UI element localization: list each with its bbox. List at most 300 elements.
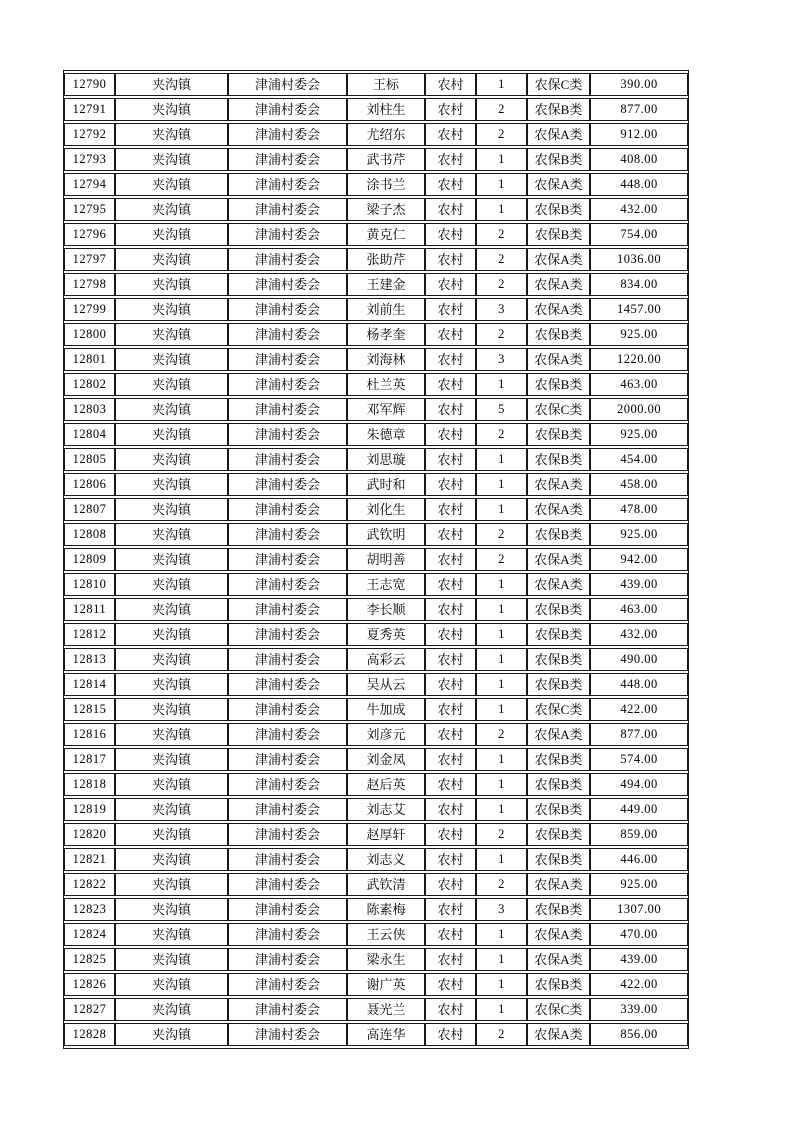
table-cell: 12807 [64,498,115,521]
table-cell: 王志宽 [347,573,425,596]
table-cell: 农保A类 [527,498,590,521]
table-cell: 梁永生 [347,948,425,971]
table-cell: 754.00 [590,223,688,246]
table-cell: 夹沟镇 [115,298,228,321]
table-cell: 农村 [425,373,476,396]
table-cell: 1 [476,773,527,796]
table-row [64,398,688,421]
table-cell: 李长顺 [347,598,425,621]
table-row [64,123,688,146]
table-cell: 2 [476,523,527,546]
table-cell: 黄克仁 [347,223,425,246]
table-cell: 农村 [425,248,476,271]
table-cell: 农保B类 [527,673,590,696]
table-cell: 赵厚轩 [347,823,425,846]
table-cell: 津浦村委会 [228,348,347,371]
table-row [64,523,688,546]
table-cell: 津浦村委会 [228,1023,347,1046]
table-cell: 农村 [425,498,476,521]
table-cell: 12809 [64,548,115,571]
table-row [64,823,688,846]
table-row [64,948,688,971]
table-cell: 农保A类 [527,173,590,196]
table-cell: 夹沟镇 [115,123,228,146]
table-cell: 夹沟镇 [115,623,228,646]
table-cell: 杨孝奎 [347,323,425,346]
table-cell: 涂书兰 [347,173,425,196]
table-cell: 12824 [64,923,115,946]
table-cell: 458.00 [590,473,688,496]
table-cell: 王建金 [347,273,425,296]
table-cell: 912.00 [590,123,688,146]
table-cell: 1 [476,848,527,871]
table-cell: 12803 [64,398,115,421]
table-cell: 农保A类 [527,473,590,496]
table-cell: 农保C类 [527,698,590,721]
table-cell: 2 [476,548,527,571]
table-cell: 赵后英 [347,773,425,796]
table-cell: 农村 [425,398,476,421]
table-cell: 夹沟镇 [115,523,228,546]
table-row [64,223,688,246]
table-cell: 农保B类 [527,648,590,671]
table-cell: 高彩云 [347,648,425,671]
table-cell: 刘化生 [347,498,425,521]
table-cell: 王云侠 [347,923,425,946]
table-cell: 农村 [425,973,476,996]
table-cell: 12817 [64,748,115,771]
table-cell: 942.00 [590,548,688,571]
table-cell: 1 [476,923,527,946]
table-cell: 谢广英 [347,973,425,996]
table-cell: 农村 [425,323,476,346]
table-cell: 津浦村委会 [228,548,347,571]
table-cell: 夹沟镇 [115,73,228,96]
table-cell: 刘海林 [347,348,425,371]
table-cell: 12792 [64,123,115,146]
table-cell: 439.00 [590,948,688,971]
table-row [64,473,688,496]
table-cell: 津浦村委会 [228,948,347,971]
table-cell: 12801 [64,348,115,371]
table-cell: 津浦村委会 [228,448,347,471]
table-cell: 农保B类 [527,373,590,396]
table-cell: 夹沟镇 [115,348,228,371]
table-cell: 农村 [425,923,476,946]
table-cell: 446.00 [590,848,688,871]
table-cell: 12795 [64,198,115,221]
table-cell: 农保B类 [527,798,590,821]
table-row [64,248,688,271]
table-cell: 津浦村委会 [228,923,347,946]
table-cell: 农保B类 [527,423,590,446]
table-cell: 津浦村委会 [228,423,347,446]
table-cell: 农保B类 [527,773,590,796]
table-cell: 478.00 [590,498,688,521]
table-cell: 12808 [64,523,115,546]
table-cell: 1 [476,648,527,671]
table-cell: 12798 [64,273,115,296]
table-cell: 农村 [425,623,476,646]
table-row [64,873,688,896]
table-cell: 津浦村委会 [228,823,347,846]
table-cell: 农保C类 [527,73,590,96]
table-cell: 农村 [425,748,476,771]
table-cell: 津浦村委会 [228,573,347,596]
table-cell: 439.00 [590,573,688,596]
table-cell: 牛加成 [347,698,425,721]
table-cell: 925.00 [590,523,688,546]
table-cell: 2 [476,873,527,896]
table-cell: 津浦村委会 [228,898,347,921]
table-cell: 津浦村委会 [228,698,347,721]
table-cell: 夹沟镇 [115,498,228,521]
table-cell: 津浦村委会 [228,673,347,696]
table-row [64,498,688,521]
table-cell: 574.00 [590,748,688,771]
table-cell: 农村 [425,198,476,221]
table-cell: 夹沟镇 [115,473,228,496]
table-cell: 12822 [64,873,115,896]
table-cell: 津浦村委会 [228,498,347,521]
table-cell: 448.00 [590,673,688,696]
table-row [64,148,688,171]
table-cell: 877.00 [590,723,688,746]
table-row [64,673,688,696]
table-cell: 12806 [64,473,115,496]
table-cell: 2 [476,823,527,846]
table-cell: 农村 [425,1023,476,1046]
table-cell: 夹沟镇 [115,173,228,196]
table-cell: 农村 [425,698,476,721]
table-cell: 408.00 [590,148,688,171]
table-cell: 津浦村委会 [228,123,347,146]
table-cell: 尤绍东 [347,123,425,146]
table-cell: 农保B类 [527,623,590,646]
table-cell: 夹沟镇 [115,898,228,921]
table-cell: 夹沟镇 [115,248,228,271]
table-row [64,273,688,296]
table-cell: 夹沟镇 [115,373,228,396]
table-cell: 2 [476,273,527,296]
table-cell: 津浦村委会 [228,748,347,771]
table-cell: 农村 [425,898,476,921]
table-cell: 农保A类 [527,548,590,571]
table-cell: 2 [476,123,527,146]
table-cell: 12796 [64,223,115,246]
table-cell: 农村 [425,648,476,671]
table-cell: 925.00 [590,873,688,896]
table-cell: 12815 [64,698,115,721]
table-cell: 856.00 [590,1023,688,1046]
table-cell: 夹沟镇 [115,923,228,946]
table-cell: 449.00 [590,798,688,821]
table-cell: 1 [476,598,527,621]
table-cell: 夹沟镇 [115,673,228,696]
table-cell: 农保A类 [527,873,590,896]
table-cell: 12793 [64,148,115,171]
table-cell: 吴从云 [347,673,425,696]
table-cell: 470.00 [590,923,688,946]
table-cell: 农保A类 [527,348,590,371]
table-cell: 夹沟镇 [115,148,228,171]
table-cell: 农村 [425,823,476,846]
table-cell: 刘金凤 [347,748,425,771]
table-cell: 1457.00 [590,298,688,321]
table-cell: 津浦村委会 [228,198,347,221]
table-cell: 1 [476,798,527,821]
table-cell: 夹沟镇 [115,798,228,821]
table-cell: 农保C类 [527,398,590,421]
table-cell: 1 [476,498,527,521]
table-cell: 农村 [425,448,476,471]
table-cell: 12823 [64,898,115,921]
table-row [64,423,688,446]
table-cell: 339.00 [590,998,688,1021]
table-cell: 夹沟镇 [115,573,228,596]
table-cell: 杜兰英 [347,373,425,396]
table-cell: 农保A类 [527,123,590,146]
table-cell: 农村 [425,523,476,546]
table-cell: 夹沟镇 [115,848,228,871]
table-cell: 邓军辉 [347,398,425,421]
table-cell: 农保A类 [527,948,590,971]
table-cell: 农保B类 [527,973,590,996]
table-cell: 夹沟镇 [115,748,228,771]
table-cell: 12805 [64,448,115,471]
table-row [64,1023,688,1046]
table-cell: 1 [476,148,527,171]
table-row [64,598,688,621]
table-cell: 12811 [64,598,115,621]
table-cell: 12802 [64,373,115,396]
table-cell: 农保B类 [527,598,590,621]
table-cell: 农保B类 [527,523,590,546]
table-cell: 农村 [425,123,476,146]
table-cell: 夹沟镇 [115,398,228,421]
table-cell: 津浦村委会 [228,523,347,546]
table-row [64,73,688,96]
table-cell: 夹沟镇 [115,823,228,846]
table-cell: 490.00 [590,648,688,671]
table-row [64,448,688,471]
table-cell: 农村 [425,998,476,1021]
table-cell: 农村 [425,348,476,371]
table-cell: 武钦清 [347,873,425,896]
table-cell: 432.00 [590,623,688,646]
table-cell: 农保B类 [527,848,590,871]
table-cell: 农村 [425,298,476,321]
table-cell: 1 [476,173,527,196]
table-row [64,798,688,821]
table-cell: 农村 [425,673,476,696]
table-cell: 12791 [64,98,115,121]
table-cell: 1 [476,373,527,396]
table-row [64,323,688,346]
table-cell: 农保A类 [527,723,590,746]
table-cell: 1220.00 [590,348,688,371]
table-cell: 925.00 [590,323,688,346]
table-cell: 农保B类 [527,148,590,171]
table-cell: 422.00 [590,698,688,721]
table-cell: 农保B类 [527,98,590,121]
table-cell: 2000.00 [590,398,688,421]
table-cell: 津浦村委会 [228,223,347,246]
table-cell: 农保A类 [527,923,590,946]
table-cell: 12828 [64,1023,115,1046]
table-cell: 夹沟镇 [115,423,228,446]
table-cell: 胡明善 [347,548,425,571]
table-row [64,198,688,221]
table-cell: 农保B类 [527,748,590,771]
table-cell: 夹沟镇 [115,198,228,221]
table-cell: 刘志艾 [347,798,425,821]
table-cell: 农村 [425,848,476,871]
table-cell: 聂光兰 [347,998,425,1021]
table-cell: 津浦村委会 [228,773,347,796]
table-cell: 12794 [64,173,115,196]
table-cell: 津浦村委会 [228,248,347,271]
table-cell: 422.00 [590,973,688,996]
table-cell: 农保B类 [527,448,590,471]
table-cell: 武时和 [347,473,425,496]
table-row [64,623,688,646]
table-cell: 农保C类 [527,998,590,1021]
table-cell: 农村 [425,73,476,96]
table-row [64,973,688,996]
table-row [64,773,688,796]
table-cell: 农村 [425,223,476,246]
table-cell: 夹沟镇 [115,873,228,896]
table-cell: 12813 [64,648,115,671]
table-row [64,298,688,321]
table-cell: 12819 [64,798,115,821]
table-cell: 农村 [425,473,476,496]
table-cell: 454.00 [590,448,688,471]
table-row [64,848,688,871]
table-cell: 12810 [64,573,115,596]
table-cell: 津浦村委会 [228,273,347,296]
table-cell: 2 [476,723,527,746]
table-cell: 1 [476,998,527,1021]
table-cell: 夹沟镇 [115,448,228,471]
table-cell: 1 [476,748,527,771]
table-cell: 494.00 [590,773,688,796]
table-cell: 1 [476,698,527,721]
table-cell: 夹沟镇 [115,698,228,721]
table-cell: 463.00 [590,598,688,621]
table-cell: 津浦村委会 [228,723,347,746]
table-cell: 高连华 [347,1023,425,1046]
table-cell: 农村 [425,273,476,296]
table-cell: 夹沟镇 [115,998,228,1021]
table-row [64,573,688,596]
table-cell: 夹沟镇 [115,323,228,346]
table-cell: 农村 [425,773,476,796]
table-cell: 刘志义 [347,848,425,871]
table-cell: 农保A类 [527,1023,590,1046]
table-cell: 农保B类 [527,223,590,246]
table-cell: 津浦村委会 [228,73,347,96]
table-cell: 夏秀英 [347,623,425,646]
table-cell: 12816 [64,723,115,746]
table-cell: 12827 [64,998,115,1021]
table-cell: 12797 [64,248,115,271]
table-cell: 津浦村委会 [228,373,347,396]
table-cell: 陈素梅 [347,898,425,921]
table-cell: 12799 [64,298,115,321]
table-cell: 津浦村委会 [228,623,347,646]
table-cell: 12818 [64,773,115,796]
table-cell: 津浦村委会 [228,473,347,496]
table-cell: 5 [476,398,527,421]
table-cell: 津浦村委会 [228,873,347,896]
table-row [64,348,688,371]
table-cell: 农保A类 [527,248,590,271]
table-cell: 夹沟镇 [115,548,228,571]
table-cell: 1 [476,573,527,596]
table-cell: 1307.00 [590,898,688,921]
table-cell: 12821 [64,848,115,871]
table-cell: 12812 [64,623,115,646]
table-cell: 12825 [64,948,115,971]
table-cell: 津浦村委会 [228,148,347,171]
table-cell: 3 [476,298,527,321]
table-cell: 877.00 [590,98,688,121]
table-cell: 农保A类 [527,273,590,296]
table-cell: 农村 [425,598,476,621]
table-cell: 448.00 [590,173,688,196]
table-cell: 津浦村委会 [228,173,347,196]
table-cell: 2 [476,1023,527,1046]
table-body [64,73,688,1046]
table-cell: 夹沟镇 [115,773,228,796]
table-cell: 津浦村委会 [228,973,347,996]
table-cell: 12800 [64,323,115,346]
table-cell: 12826 [64,973,115,996]
table-cell: 津浦村委会 [228,848,347,871]
table-cell: 夹沟镇 [115,723,228,746]
table-cell: 农村 [425,723,476,746]
table-cell: 2 [476,248,527,271]
table-cell: 农村 [425,173,476,196]
table-cell: 1 [476,673,527,696]
table-cell: 12814 [64,673,115,696]
table-cell: 刘柱生 [347,98,425,121]
table-cell: 390.00 [590,73,688,96]
table-cell: 津浦村委会 [228,598,347,621]
table-cell: 3 [476,898,527,921]
table-row [64,548,688,571]
table-cell: 925.00 [590,423,688,446]
table-cell: 2 [476,223,527,246]
table-cell: 农村 [425,948,476,971]
table-cell: 津浦村委会 [228,323,347,346]
table-cell: 农保A类 [527,298,590,321]
table-cell: 夹沟镇 [115,948,228,971]
table-cell: 津浦村委会 [228,298,347,321]
table-cell: 2 [476,98,527,121]
table-cell: 武书芹 [347,148,425,171]
table-cell: 农保B类 [527,823,590,846]
table-cell: 农村 [425,548,476,571]
table-cell: 夹沟镇 [115,273,228,296]
table-row [64,373,688,396]
table-cell: 梁子杰 [347,198,425,221]
table-cell: 津浦村委会 [228,98,347,121]
table-cell: 1 [476,973,527,996]
table-cell: 津浦村委会 [228,998,347,1021]
